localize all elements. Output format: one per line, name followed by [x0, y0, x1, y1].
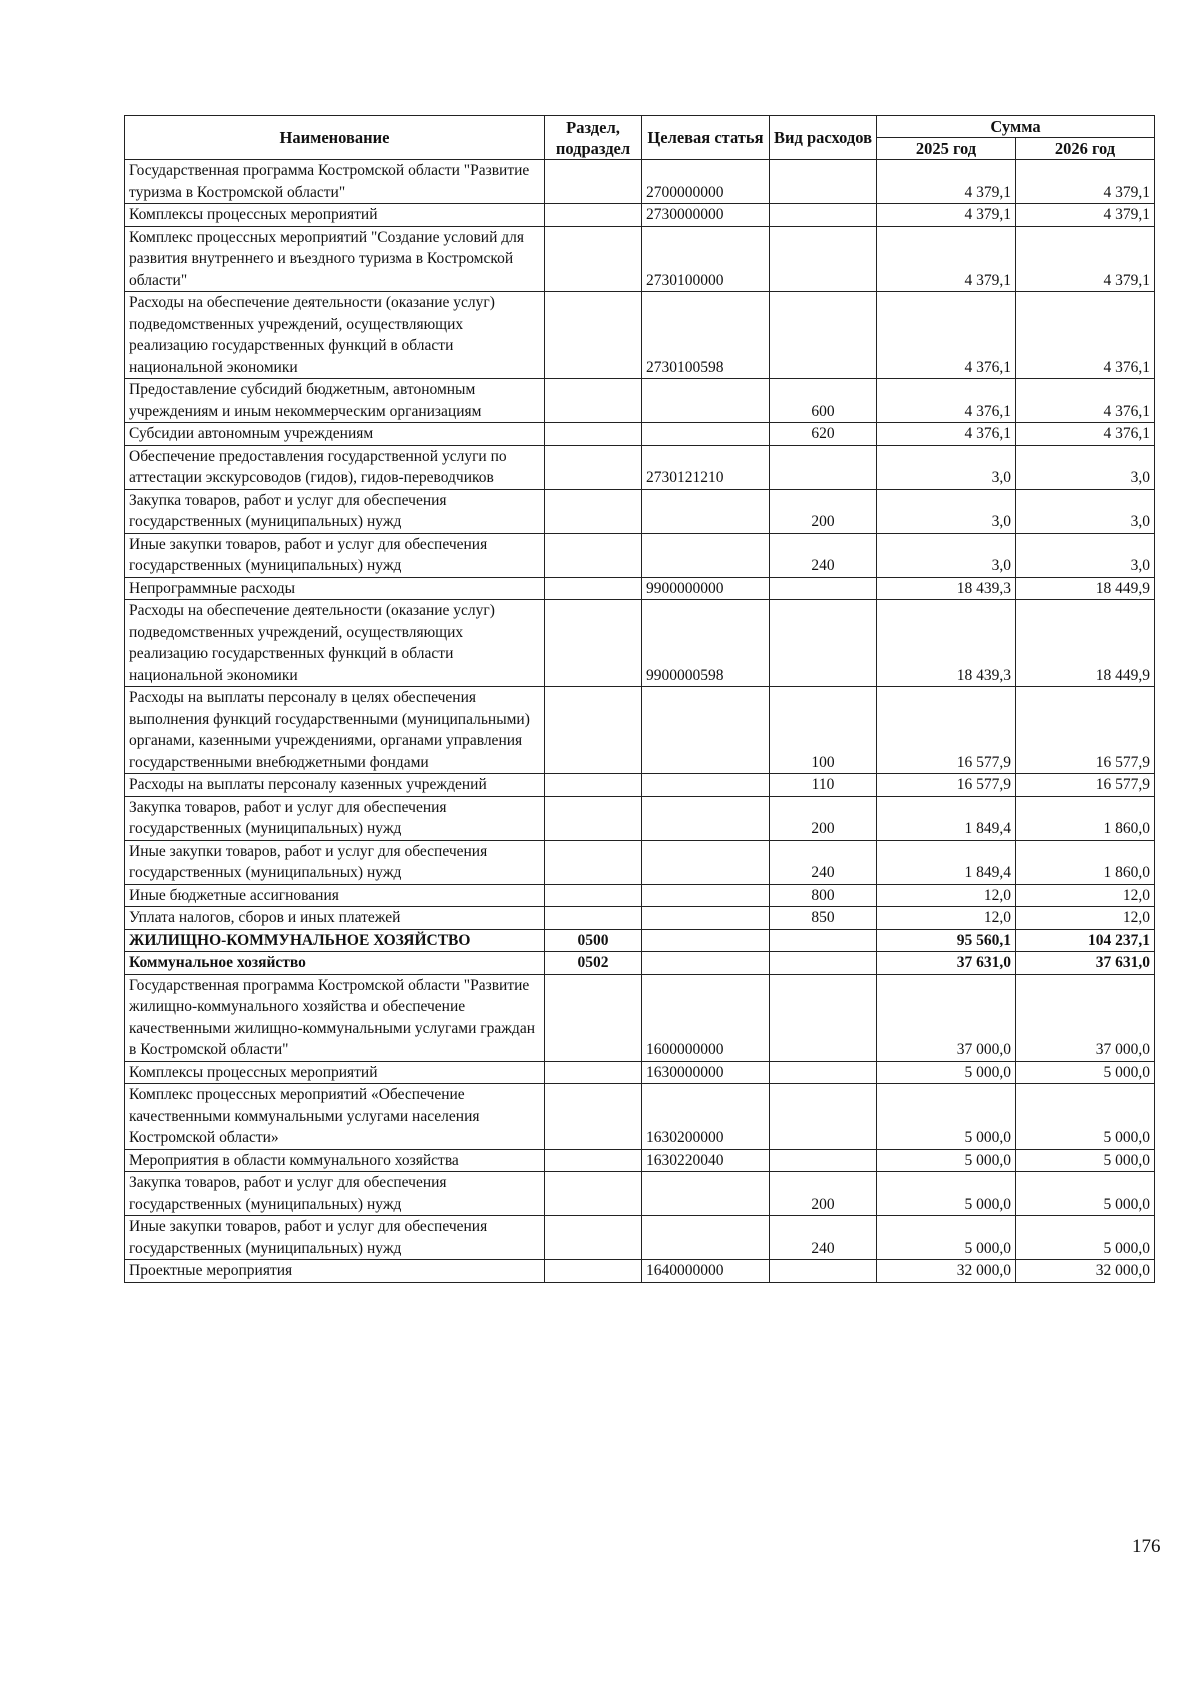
row-sum-2025: 4 376,1 [877, 379, 1016, 423]
table-row [125, 379, 1155, 423]
row-kind: 200 [770, 1172, 877, 1216]
row-section [545, 974, 642, 1061]
table-body [125, 160, 1155, 1283]
table-row [125, 445, 1155, 489]
table-row [125, 489, 1155, 533]
row-name: Обеспечение предоставления государственной услуги по аттестации экскурсоводов (гидов), гидов-переводчиков [125, 445, 545, 489]
row-sum-2026: 12,0 [1016, 907, 1155, 930]
row-sum-2025: 5 000,0 [877, 1172, 1016, 1216]
row-article [642, 884, 770, 907]
row-sum-2026: 5 000,0 [1016, 1149, 1155, 1172]
table-header [125, 116, 1155, 160]
row-name: Иные закупки товаров, работ и услуг для обеспечения государственных (муниципальных) нужд [125, 533, 545, 577]
row-section: 0502 [545, 952, 642, 975]
row-sum-2026: 3,0 [1016, 445, 1155, 489]
row-sum-2025: 3,0 [877, 489, 1016, 533]
row-name: Закупка товаров, работ и услуг для обеспечения государственных (муниципальных) нужд [125, 489, 545, 533]
row-sum-2025: 18 439,3 [877, 600, 1016, 687]
row-name: Закупка товаров, работ и услуг для обеспечения государственных (муниципальных) нужд [125, 1172, 545, 1216]
row-kind: 200 [770, 489, 877, 533]
row-sum-2026: 5 000,0 [1016, 1172, 1155, 1216]
row-kind: 240 [770, 840, 877, 884]
row-name: Закупка товаров, работ и услуг для обеспечения государственных (муниципальных) нужд [125, 796, 545, 840]
row-section [545, 379, 642, 423]
row-name: Комплекс процессных мероприятий "Создание условий для развития внутреннего и въездного туризма в Костромской области" [125, 226, 545, 292]
row-article [642, 796, 770, 840]
row-kind: 240 [770, 1216, 877, 1260]
row-article [642, 423, 770, 446]
row-sum-2026: 18 449,9 [1016, 577, 1155, 600]
row-section [545, 489, 642, 533]
row-article [642, 907, 770, 930]
row-section [545, 445, 642, 489]
row-kind: 240 [770, 533, 877, 577]
row-section [545, 687, 642, 774]
row-sum-2026: 4 376,1 [1016, 292, 1155, 379]
row-article [642, 687, 770, 774]
row-name: Иные закупки товаров, работ и услуг для обеспечения государственных (муниципальных) нужд [125, 1216, 545, 1260]
row-sum-2026: 5 000,0 [1016, 1061, 1155, 1084]
row-name: Комплекс процессных мероприятий «Обеспечение качественными коммунальными услугами населения Костромской области» [125, 1084, 545, 1150]
row-sum-2026: 104 237,1 [1016, 929, 1155, 952]
row-article: 1630220040 [642, 1149, 770, 1172]
row-article: 9900000598 [642, 600, 770, 687]
table-row [125, 952, 1155, 975]
row-sum-2026: 3,0 [1016, 533, 1155, 577]
row-article: 1630200000 [642, 1084, 770, 1150]
row-kind [770, 600, 877, 687]
row-kind [770, 1260, 877, 1283]
row-article [642, 379, 770, 423]
row-sum-2025: 3,0 [877, 445, 1016, 489]
row-name: Иные бюджетные ассигнования [125, 884, 545, 907]
row-sum-2025: 37 631,0 [877, 952, 1016, 975]
row-kind: 100 [770, 687, 877, 774]
row-article: 2730100598 [642, 292, 770, 379]
row-sum-2025: 37 000,0 [877, 974, 1016, 1061]
row-kind [770, 204, 877, 227]
row-sum-2025: 5 000,0 [877, 1084, 1016, 1150]
row-kind: 110 [770, 774, 877, 797]
row-sum-2026: 4 379,1 [1016, 226, 1155, 292]
header-sum: Сумма [877, 116, 1155, 138]
row-section [545, 840, 642, 884]
row-name: Субсидии автономным учреждениям [125, 423, 545, 446]
row-sum-2025: 4 379,1 [877, 226, 1016, 292]
row-article [642, 840, 770, 884]
row-article: 2730121210 [642, 445, 770, 489]
header-year-2026: 2026 год [1016, 138, 1155, 160]
row-section [545, 423, 642, 446]
row-sum-2025: 1 849,4 [877, 796, 1016, 840]
row-sum-2026: 37 000,0 [1016, 974, 1155, 1061]
row-sum-2025: 12,0 [877, 907, 1016, 930]
row-section: 0500 [545, 929, 642, 952]
row-kind: 200 [770, 796, 877, 840]
table-row [125, 974, 1155, 1061]
row-sum-2025: 16 577,9 [877, 774, 1016, 797]
row-section [545, 1216, 642, 1260]
row-section [545, 774, 642, 797]
row-kind: 850 [770, 907, 877, 930]
header-name: Наименование [125, 116, 545, 160]
row-article [642, 489, 770, 533]
table-row [125, 204, 1155, 227]
row-name: Государственная программа Костромской области "Развитие туризма в Костромской области" [125, 160, 545, 204]
row-name: Мероприятия в области коммунального хозяйства [125, 1149, 545, 1172]
row-sum-2026: 4 379,1 [1016, 160, 1155, 204]
row-sum-2026: 12,0 [1016, 884, 1155, 907]
row-section [545, 796, 642, 840]
row-article: 1640000000 [642, 1260, 770, 1283]
row-kind [770, 445, 877, 489]
header-article: Целевая статья [642, 116, 770, 160]
row-article [642, 533, 770, 577]
table-row [125, 840, 1155, 884]
row-name: Предоставление субсидий бюджетным, автономным учреждениям и иным некоммерческим организациям [125, 379, 545, 423]
header-year-2025: 2025 год [877, 138, 1016, 160]
row-sum-2025: 4 376,1 [877, 292, 1016, 379]
row-sum-2026: 5 000,0 [1016, 1216, 1155, 1260]
row-kind [770, 1084, 877, 1150]
row-kind [770, 1149, 877, 1172]
row-article: 2700000000 [642, 160, 770, 204]
row-sum-2026: 37 631,0 [1016, 952, 1155, 975]
budget-table [124, 115, 1155, 1283]
row-sum-2026: 32 000,0 [1016, 1260, 1155, 1283]
row-kind [770, 1061, 877, 1084]
table-row [125, 907, 1155, 930]
row-article: 1630000000 [642, 1061, 770, 1084]
table-row [125, 577, 1155, 600]
row-kind [770, 577, 877, 600]
table-row [125, 226, 1155, 292]
table-row [125, 1061, 1155, 1084]
row-sum-2026: 5 000,0 [1016, 1084, 1155, 1150]
row-sum-2026: 18 449,9 [1016, 600, 1155, 687]
row-sum-2025: 18 439,3 [877, 577, 1016, 600]
row-name: Комплексы процессных мероприятий [125, 1061, 545, 1084]
row-sum-2026: 1 860,0 [1016, 840, 1155, 884]
row-article: 1600000000 [642, 974, 770, 1061]
row-name: Коммунальное хозяйство [125, 952, 545, 975]
row-sum-2025: 5 000,0 [877, 1216, 1016, 1260]
row-sum-2026: 4 376,1 [1016, 379, 1155, 423]
table-row [125, 1172, 1155, 1216]
row-sum-2025: 3,0 [877, 533, 1016, 577]
row-section [545, 600, 642, 687]
table-row [125, 533, 1155, 577]
row-kind [770, 929, 877, 952]
row-name: Проектные мероприятия [125, 1260, 545, 1283]
row-kind: 600 [770, 379, 877, 423]
row-sum-2025: 32 000,0 [877, 1260, 1016, 1283]
row-sum-2025: 4 379,1 [877, 160, 1016, 204]
row-article [642, 1216, 770, 1260]
row-sum-2025: 95 560,1 [877, 929, 1016, 952]
row-sum-2026: 3,0 [1016, 489, 1155, 533]
table-row [125, 796, 1155, 840]
row-article [642, 774, 770, 797]
row-section [545, 1084, 642, 1150]
row-section [545, 907, 642, 930]
header-section: Раздел, подраздел [545, 116, 642, 160]
table-row [125, 1216, 1155, 1260]
row-sum-2026: 4 379,1 [1016, 204, 1155, 227]
row-sum-2025: 5 000,0 [877, 1061, 1016, 1084]
table-row [125, 1149, 1155, 1172]
row-article: 2730100000 [642, 226, 770, 292]
table-row [125, 1260, 1155, 1283]
row-section [545, 1149, 642, 1172]
row-name: Расходы на выплаты персоналу в целях обеспечения выполнения функций государственными (муниципальными) органами, казенными учреждениями, органами управления государственными внебюджетными фондами [125, 687, 545, 774]
row-name: Государственная программа Костромской области "Развитие жилищно-коммунального хозяйства и обеспечение качественными жилищно-коммунальными услугами граждан в Костромской области" [125, 974, 545, 1061]
row-section [545, 884, 642, 907]
table-row [125, 600, 1155, 687]
row-sum-2026: 16 577,9 [1016, 774, 1155, 797]
row-name: Расходы на обеспечение деятельности (оказание услуг) подведомственных учреждений, осуществляющих реализацию государственных функций в области национальной экономики [125, 292, 545, 379]
row-section [545, 577, 642, 600]
row-name: Иные закупки товаров, работ и услуг для обеспечения государственных (муниципальных) нужд [125, 840, 545, 884]
header-kind: Вид расходов [770, 116, 877, 160]
row-section [545, 533, 642, 577]
row-section [545, 204, 642, 227]
row-section [545, 292, 642, 379]
row-name: Уплата налогов, сборов и иных платежей [125, 907, 545, 930]
row-section [545, 160, 642, 204]
table-row [125, 884, 1155, 907]
row-kind [770, 974, 877, 1061]
row-sum-2025: 16 577,9 [877, 687, 1016, 774]
row-section [545, 1260, 642, 1283]
row-sum-2025: 4 379,1 [877, 204, 1016, 227]
row-kind [770, 952, 877, 975]
row-kind [770, 292, 877, 379]
row-name: Комплексы процессных мероприятий [125, 204, 545, 227]
row-sum-2026: 1 860,0 [1016, 796, 1155, 840]
row-kind [770, 160, 877, 204]
row-sum-2025: 4 376,1 [877, 423, 1016, 446]
row-sum-2026: 4 376,1 [1016, 423, 1155, 446]
table-row [125, 687, 1155, 774]
row-kind: 620 [770, 423, 877, 446]
row-sum-2026: 16 577,9 [1016, 687, 1155, 774]
row-article [642, 952, 770, 975]
table-row [125, 423, 1155, 446]
table-row [125, 774, 1155, 797]
row-name: Расходы на выплаты персоналу казенных учреждений [125, 774, 545, 797]
row-name: Непрограммные расходы [125, 577, 545, 600]
row-article: 2730000000 [642, 204, 770, 227]
row-sum-2025: 12,0 [877, 884, 1016, 907]
row-article [642, 1172, 770, 1216]
row-kind [770, 226, 877, 292]
table-row [125, 1084, 1155, 1150]
row-name: Расходы на обеспечение деятельности (оказание услуг) подведомственных учреждений, осуществляющих реализацию государственных функций в области национальной экономики [125, 600, 545, 687]
row-article: 9900000000 [642, 577, 770, 600]
row-section [545, 1172, 642, 1216]
row-section [545, 226, 642, 292]
page-number: 176 [1132, 1536, 1161, 1557]
table-row [125, 929, 1155, 952]
table-row [125, 160, 1155, 204]
row-kind: 800 [770, 884, 877, 907]
row-name: ЖИЛИЩНО-КОММУНАЛЬНОЕ ХОЗЯЙСТВО [125, 929, 545, 952]
row-sum-2025: 1 849,4 [877, 840, 1016, 884]
row-sum-2025: 5 000,0 [877, 1149, 1016, 1172]
table-row [125, 292, 1155, 379]
row-article [642, 929, 770, 952]
row-section [545, 1061, 642, 1084]
